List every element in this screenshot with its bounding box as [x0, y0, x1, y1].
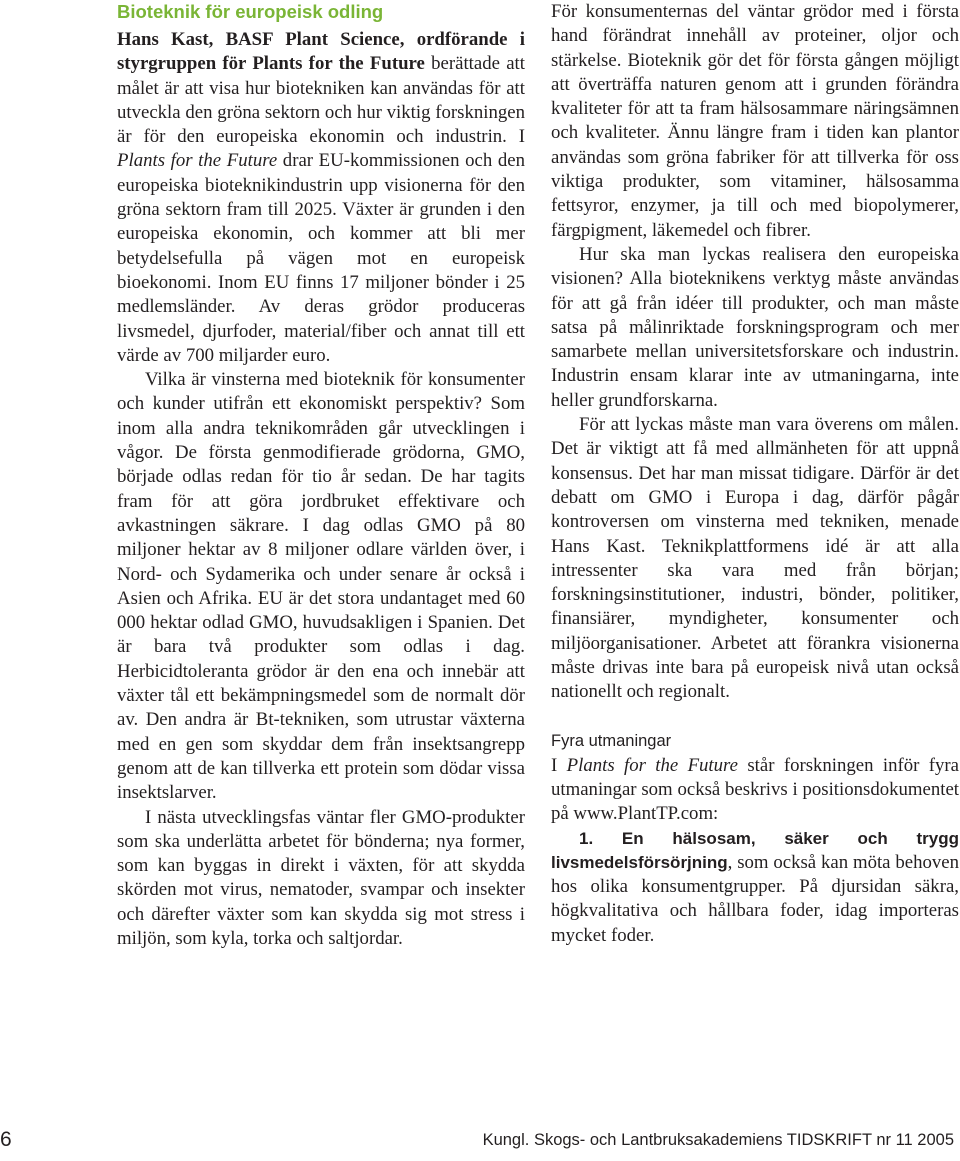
right-column	[551, 0, 959, 948]
italic-title: Plants for the Future	[566, 754, 738, 776]
paragraph: För att lyckas måste man vara överens om målen. Det är viktigt att få med allmänheten för att uppnå konsensus. Det har man missat tidigare. Därför är det debatt om GMO i Europa i dag, därför pågår kontroversen om vinsterna med tekniken, menade Hans Kast. Teknikplattformens idé är att alla intressenter ska vara med från början; forskningsinstitutioner, industri, bönder, politiker, finansiärer, myndigheter, konsumenter och miljöorganisationer. Arbetet att förankra visionerna måste drivas inte bara på europeisk nivå utan också nationellt och regionalt.	[551, 414, 959, 703]
paragraph	[551, 754, 959, 827]
journal-line: Kungl. Skogs- och Lantbruksakademiens TIDSKRIFT nr 11 2005	[482, 1131, 954, 1149]
paragraph-text: berättade att målet är att visa hur biotekniken kan användas för att utveckla den gröna sektorn och hur viktig forskningen är för den europeiska ekonomin och industrin. I	[117, 53, 525, 148]
paragraph: Hur ska man lyckas realisera den europeiska visionen? Alla bioteknikens verktyg måste användas för att gå från idéer till produkter, och man måste satsa på målinriktade forskningsprogram och mer samarbete mellan universitetsforskare och industrin. Industrin ensam klarar inte av utmaningarna, inte heller grundforskarna.	[551, 243, 959, 411]
paragraph: För konsumenternas del väntar grödor med i första hand förändrat innehåll av proteiner, oljor och stärkelse. Bioteknik gör det för första gången möjligt att överträffa naturen genom att i grunden förändra kvaliteter för att ta fram hälsosammare näringsämnen och kvaliteter. Ännu längre fram i tiden kan plantor användas som gröna fabriker för att tillverka för oss viktiga produkter, som vitaminer, hälsosamma fettsyror, enzymer, ja till och med biopolymerer, färgpigment, läkemedel och fibrer.	[551, 1, 959, 241]
paragraph-text: , som också kan möta behoven hos olika konsumentgrupper. På djursidan säkra, högkvalitativa och hållbara foder, idag importeras mycket foder.	[551, 851, 959, 946]
lead-in: Hans Kast, BASF Plant Science, ordförande i styrgruppen för Plants for the Future	[117, 29, 525, 75]
numbered-item-lead: 1. En hälsosam, säker och trygg livsmedelsförsörjning	[551, 828, 959, 872]
article-heading: Bioteknik för europeisk odling	[117, 1, 384, 22]
left-column	[117, 0, 525, 951]
page-number: 6	[0, 1128, 12, 1151]
page-footer	[0, 1128, 960, 1158]
italic-title: Plants for the Future	[117, 150, 278, 172]
paragraph-text: står forskningen inför fyra utmaningar som också beskrivs i positionsdokumentet på www.PlantTP.com:	[551, 754, 959, 825]
numbered-item	[551, 827, 959, 948]
paragraph-text: drar EU-kommissionen och den europeiska bioteknikindustrin upp visionerna för den gröna sektorn fram till 2025. Växter är grunden i den europeiska ekonomin, och kommer att bli mer betydelsefulla på vägen mot en europeisk bioekonomi. Inom EU finns 17 miljoner bönder i 25 medlemsländer. Av deras grödor produceras livsmedel, djurfoder, material/fiber och annat till ett värde av 700 miljarder euro.	[117, 150, 525, 366]
paragraph-text: I	[551, 754, 567, 776]
subheading: Fyra utmaningar	[551, 731, 672, 750]
paragraph: Vilka är vinsterna med bioteknik för konsumenter och kunder utifrån ett ekonomiskt perspektiv? Som inom alla andra teknikområden går utvecklingen i vågor. De första genmodifierade grödorna, GMO, började odlas redan för tio år sedan. De har tagits fram för att göra jordbruket effektivare och avkastningen säkrare. I dag odlas GMO på 80 miljoner hektar av 8 miljoner odlare världen över, i Nord- och Sydamerika och under senare år också i Asien och Afrika. EU är det stora undantaget med 60 000 hektar odlad GMO, huvudsakligen i Spanien. Det är bara två produkter som odlas i dag. Herbicidtoleranta grödor är den ena och innebär att växter tål ett bekämpningsmedel som de normalt dör av. Den andra är Bt-tekniken, som utrustar växterna med en gen som skyddar dem från insektsangrepp genom att de kan tillverka ett protein som dödar vissa insektslarver.	[117, 369, 525, 804]
paragraph: I nästa utvecklingsfas väntar fler GMO-produkter som ska underlätta arbetet för bönderna; nya former, som kan byggas in direkt i växten, för att skydda skörden mot virus, nematoder, svampar och insekter och därefter växter som kan skydda sig mot stress i miljön, som kyla, torka och saltjordar.	[117, 806, 525, 949]
paragraph	[117, 28, 525, 368]
